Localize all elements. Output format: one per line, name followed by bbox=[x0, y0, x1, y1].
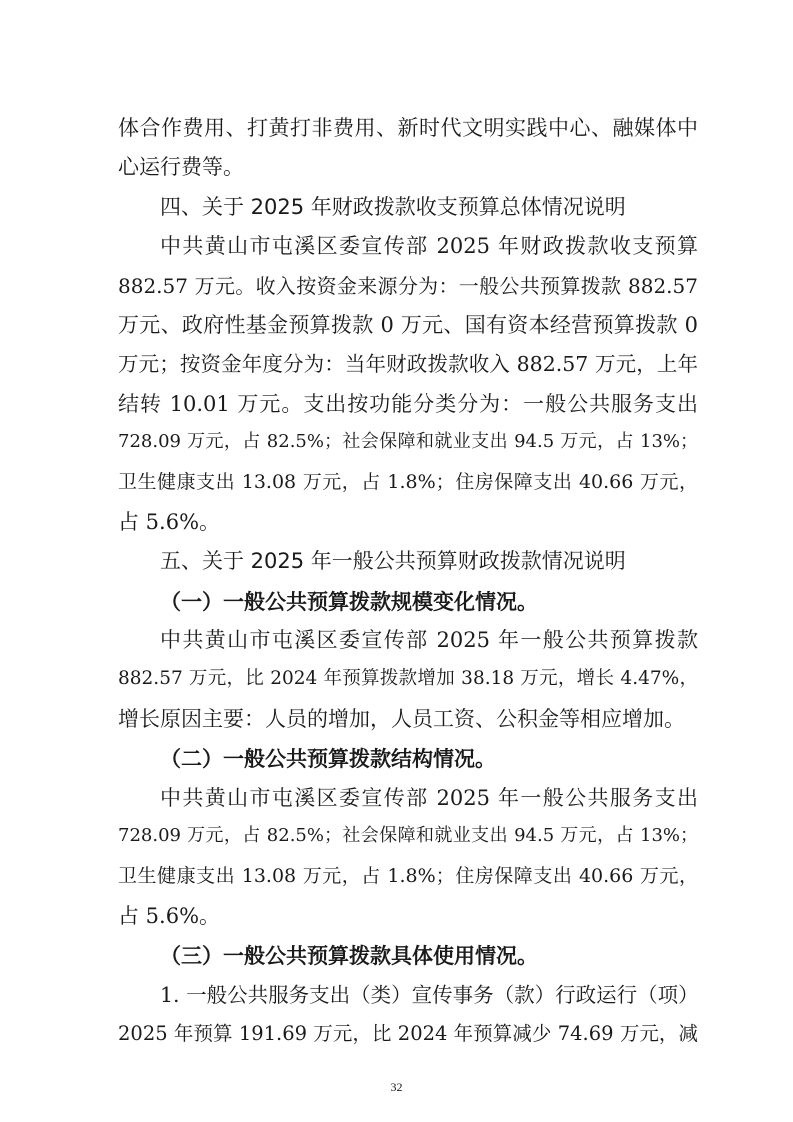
paragraph-line: 882.57 万元，比 2024 年预算拨款增加 38.18 万元，增长 4.47%， bbox=[118, 667, 698, 689]
subsection-heading: （二）一般公共预算拨款结构情况。 bbox=[160, 746, 496, 772]
paragraph-line: 占 5.6%。 bbox=[118, 510, 221, 534]
paragraph-line: 2025 年预算 191.69 万元，比 2024 年预算减少 74.69 万元，减 bbox=[118, 1022, 698, 1046]
paragraph-line: 卫生健康支出 13.08 万元，占 1.8%；住房保障支出 40.66 万元， bbox=[118, 470, 698, 493]
paragraph-line: 中共黄山市屯溪区委宣传部 2025 年一般公共预算拨款 bbox=[160, 628, 698, 653]
subsection-heading: （一）一般公共预算拨款规模变化情况。 bbox=[160, 588, 538, 614]
paragraph-line: 中共黄山市屯溪区委宣传部 2025 年一般公共服务支出 bbox=[160, 785, 698, 810]
page-number: 32 bbox=[390, 1080, 403, 1094]
paragraph-line: 增长原因主要：人员的增加，人员工资、公积金等相应增加。 bbox=[118, 707, 685, 731]
paragraph-line: 万元、政府性基金预算拨款 0 万元、国有资本经营预算拨款 0 bbox=[118, 313, 698, 337]
subsection-heading: （三）一般公共预算拨款具体使用情况。 bbox=[160, 943, 538, 969]
paragraph-line: 1. 一般公共服务支出（类）宣传事务（款）行政运行（项） bbox=[160, 982, 699, 1007]
section-heading: 五、关于 2025 年一般公共预算财政拨款情况说明 bbox=[160, 549, 626, 574]
paragraph-line: 体合作费用、打黄打非费用、新时代文明实践中心、融媒体中 bbox=[118, 116, 698, 140]
paragraph-line: 882.57 万元。收入按资金来源分为：一般公共预算拨款 882.57 bbox=[118, 273, 698, 298]
paragraph-line: 728.09 万元，占 82.5%；社会保障和就业支出 94.5 万元，占 13%； bbox=[118, 825, 698, 847]
paragraph-line: 心运行费等。 bbox=[118, 155, 244, 180]
paragraph-line: 卫生健康支出 13.08 万元，占 1.8%；住房保障支出 40.66 万元， bbox=[118, 864, 698, 887]
section-heading: 四、关于 2025 年财政拨款收支预算总体情况说明 bbox=[160, 194, 626, 219]
paragraph-line: 占 5.6%。 bbox=[118, 904, 221, 928]
paragraph-line: 结转 10.01 万元。支出按功能分类分为：一般公共服务支出 bbox=[118, 391, 698, 416]
paragraph-line: 中共黄山市屯溪区委宣传部 2025 年财政拨款收支预算 bbox=[160, 234, 698, 259]
paragraph-line: 万元；按资金年度分为：当年财政拨款收入 882.57 万元，上年 bbox=[118, 352, 698, 377]
paragraph-line: 728.09 万元，占 82.5%；社会保障和就业支出 94.5 万元，占 13%； bbox=[118, 431, 698, 453]
